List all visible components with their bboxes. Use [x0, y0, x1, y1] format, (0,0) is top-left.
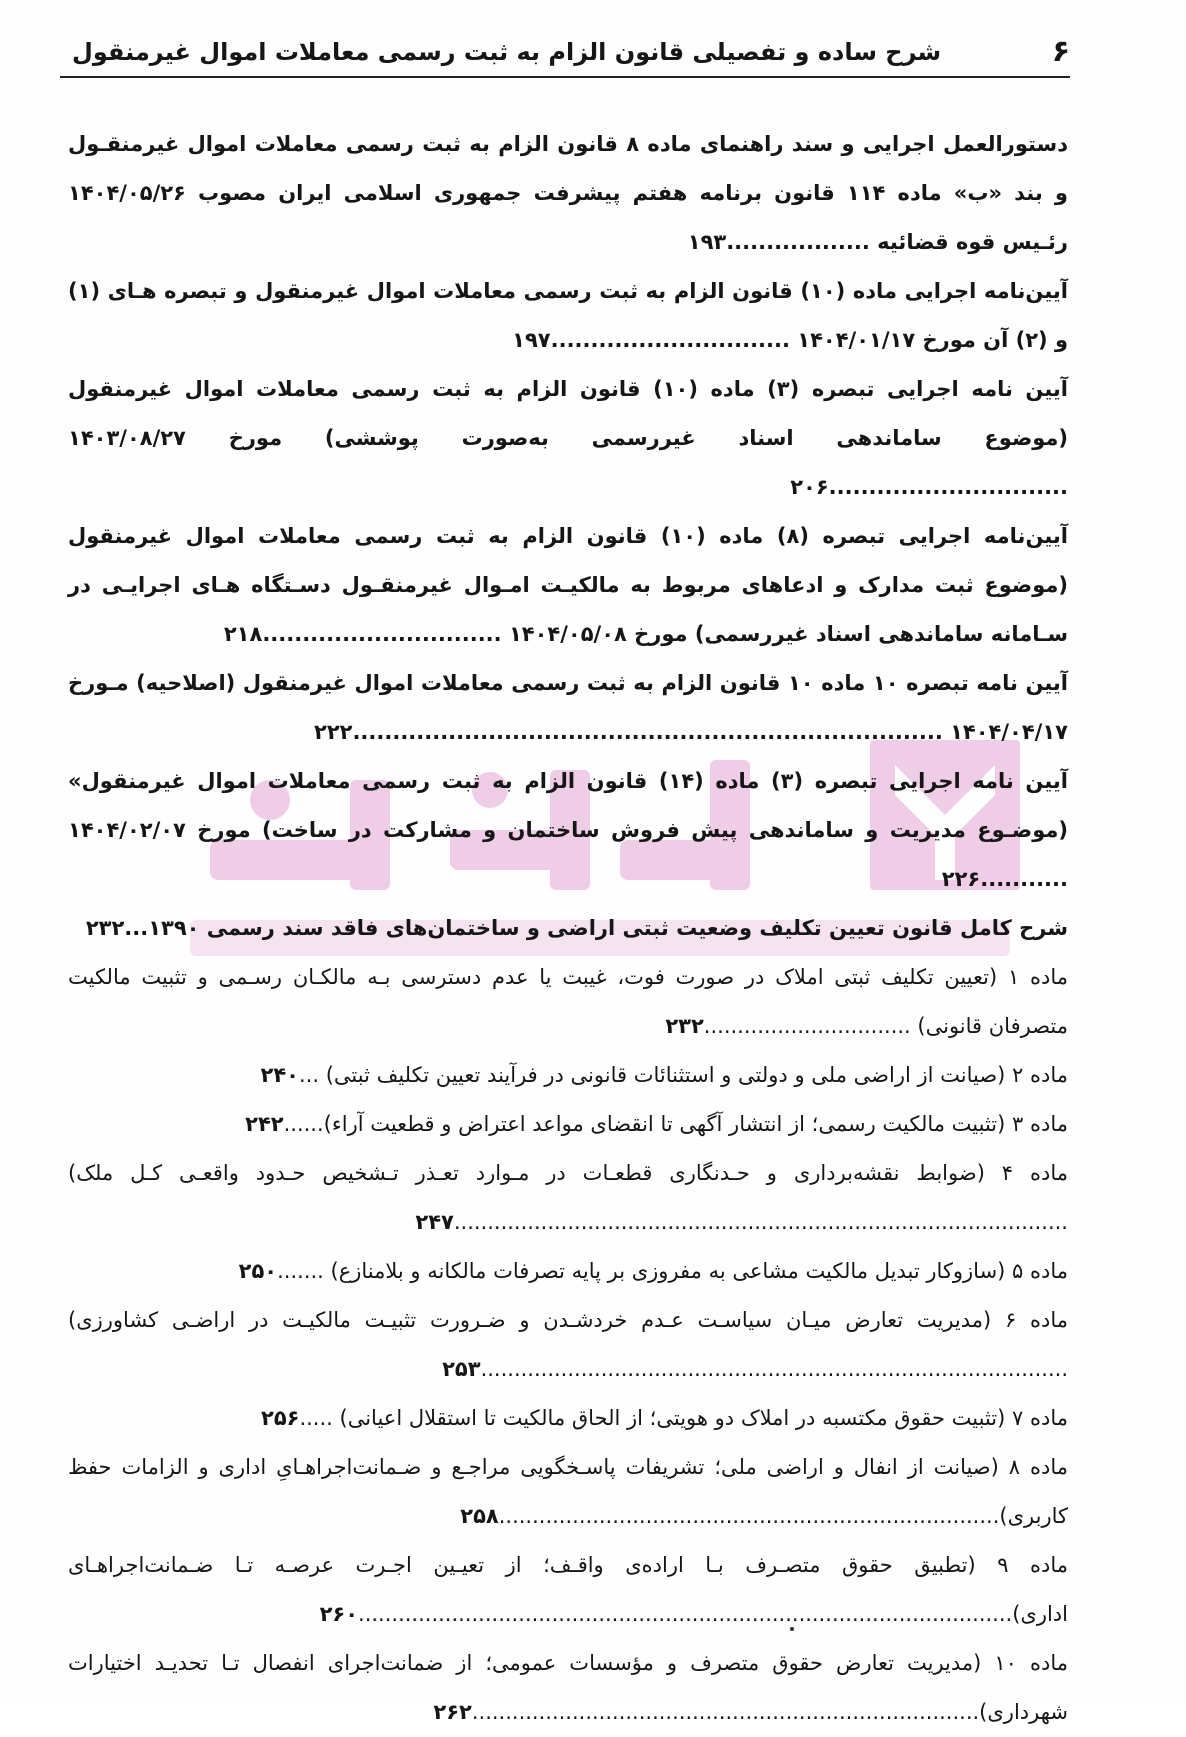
toc-entry: ماده ۸ (صیانت از انفال و اراضی ملی؛ تشریفات پاسـخگویی مراجـع و ضـمانت‌اجراهـایِ اداری و الزامات حفظ کاربری)...........................................................................۲۵۸: [68, 1455, 1068, 1528]
toc-entry: آیین نامه اجرایی تبصره (۳) ماده (۱۰) قانون الزام به ثبت رسمی معاملات اموال غیرمنقول (موضوع ساماندهی اسناد غیررسمی به‌صورت پوششی) مورخ ۱۴۰۳/۰۸/۲۷ ..............................۲۰۶: [68, 377, 1068, 499]
running-title: شرح ساده و تفصیلی قانون الزام به ثبت رسمی معاملات اموال غیرمنقول: [72, 38, 942, 66]
toc-entry: ماده ۹ (تطبیق حقوق متصـرف بـا اراده‌ی واقـف؛ از تعیـین اجـرت عرصـه تـا ضـمانت‌اجراهـای اداری)..................................................................................................۲۶۰: [68, 1553, 1068, 1626]
toc-page-number: ۲۲۲: [314, 720, 353, 744]
toc-entry: ماده ۵ (سازوکار تبدیل مالکیت مشاعی به مفروزی بر پایه تصرفات مالکانه و بلامنازع) .......۲۵۰: [238, 1259, 1068, 1283]
toc-page-number: ۱۹۷: [512, 328, 551, 352]
toc-section-heading: شرح کامل قانون تعیین تکلیف وضعیت ثبتی اراضی و ساختمان‌های فاقد سند رسمی ۱۳۹۰...۲۳۲: [85, 916, 1068, 940]
toc-page-number: ۲۴۰: [260, 1063, 299, 1087]
toc-entry: آیین‌نامه اجرایی ماده (۱۰) قانون الزام به ثبت رسمی معاملات اموال غیرمنقول و تبصره هـای (۱) و (۲) آن مورخ ۱۴۰۴/۰۱/۱۷ ..............................۱۹۷: [68, 279, 1068, 352]
toc-entry: ماده ۲ (صیانت از اراضی ملی و دولتی و استثنائات قانونی در فرآیند تعیین تکلیف ثبتی) ...۲۴۰: [260, 1063, 1068, 1087]
toc-entry: آیین نامه اجرایی تبصره (۳) ماده (۱۴) قانون الزام به ثبت رسمی معاملات اموال غیرمنقول» (موضـوع مدیریت و ساماندهی پیش فروش ساختمان و مشارکت در ساخت) مورخ ۱۴۰۴/۰۲/۰۷ ...........۲۲۶: [68, 769, 1068, 891]
toc-page-number: ۲۴۲: [245, 1112, 284, 1136]
page-header: [60, 30, 1070, 78]
toc-page-number: ۲۶۲: [433, 1700, 472, 1724]
toc-entry: آیین‌نامه اجرایی تبصره (۸) ماده (۱۰) قانون الزام به ثبت رسمی معاملات اموال غیرمنقول (موضوع ثبت مدارک و ادعاهای مربوط به مالکیـت امـوال غیرمنقـول دسـتگاه هـای اجرایـی در سـامانه ساماندهی اسناد غیررسمی) مورخ ۱۴۰۴/۰۵/۰۸ ..............................۲۱۸: [68, 524, 1068, 646]
print-speck: [790, 1627, 794, 1631]
toc-entry: ماده ۴ (ضوابط نقشه‌برداری و حـدنگاری قطعـات در مـوارد تعـذر تـشخیص حـدود واقعـی کـل ملک) ............................................................................................۲۴۷: [68, 1161, 1068, 1234]
toc-page-number: ۲۵۳: [442, 1357, 481, 1381]
toc-entry: دستورالعمل اجرایی و سند راهنمای ماده ۸ قانون الزام به ثبت رسمی معاملات اموال غیرمنقـول و بند «ب» ماده ۱۱۴ قانون برنامه هفتم پیشرفت جمهوری اسلامی ایران مصوب ۱۴۰۴/۰۵/۲۶ رئـیس قوه قضائیه ..................۱۹۳: [68, 132, 1068, 254]
toc-entry: ماده ۳ (تثبیت مالکیت رسمی؛ از انتشار آگهی تا انقضای مواعد اعتراض و قطعیت آراء)......۲۴۲: [245, 1112, 1068, 1136]
toc-entry: ماده ۱ (تعیین تکلیف ثبتی املاک در صورت فوت، غیبت یا عدم دسترسی بـه مالکـان رسـمی و تثبیت مالکیت متصرفان قانونی) ...............................۲۳۲: [68, 965, 1068, 1038]
toc-page-number: ۲۵۶: [261, 1406, 300, 1430]
toc-page-number: ۲۱۸: [223, 622, 263, 646]
toc-page-number: ۲۴۷: [415, 1210, 454, 1234]
toc-page-number: ۲۳۲: [665, 1014, 704, 1038]
toc-entry: ماده ۶ (مدیریت تعارض میـان سیاسـت عـدم خردشـدن و ضـرورت تثبیـت مالکیـت در اراضـی کشاورزی) ........................................................................................۲۵۳: [68, 1308, 1068, 1381]
toc-entry: آیین نامه تبصره ۱۰ ماده ۱۰ قانون الزام به ثبت رسمی معاملات اموال غیرمنقول (اصلاحیه) مـورخ ۱۴۰۴/۰۴/۱۷ ..........................................................................۲۲۲: [68, 671, 1068, 744]
table-of-contents: [68, 120, 1068, 1737]
toc-page-number: ۲۲۶: [941, 867, 981, 891]
toc-page-number: ۱۹۳: [687, 230, 727, 254]
toc-page-number: ۲۳۲: [85, 916, 125, 940]
toc-page-number: ۲۰۶: [790, 475, 829, 499]
toc-entry: ماده ۷ (تثبیت حقوق مکتسبه در املاک دو هویتی؛ از الحاق مالکیت تا استقلال اعیانی) .....۲۵۶: [261, 1406, 1068, 1430]
toc-page-number: ۲۶۰: [319, 1602, 359, 1626]
page-number: ۶: [1051, 34, 1070, 69]
toc-page-number: ۲۵۸: [460, 1504, 499, 1528]
toc-page-number: ۲۵۰: [238, 1259, 278, 1283]
toc-entry: ماده ۱۰ (مدیریت تعارض حقوق متصرف و مؤسسات عمومی؛ از ضمانت‌اجرای انفصال تـا تحدیـد اختیارات شهرداری)............................................................................۲۶۲: [68, 1651, 1068, 1724]
